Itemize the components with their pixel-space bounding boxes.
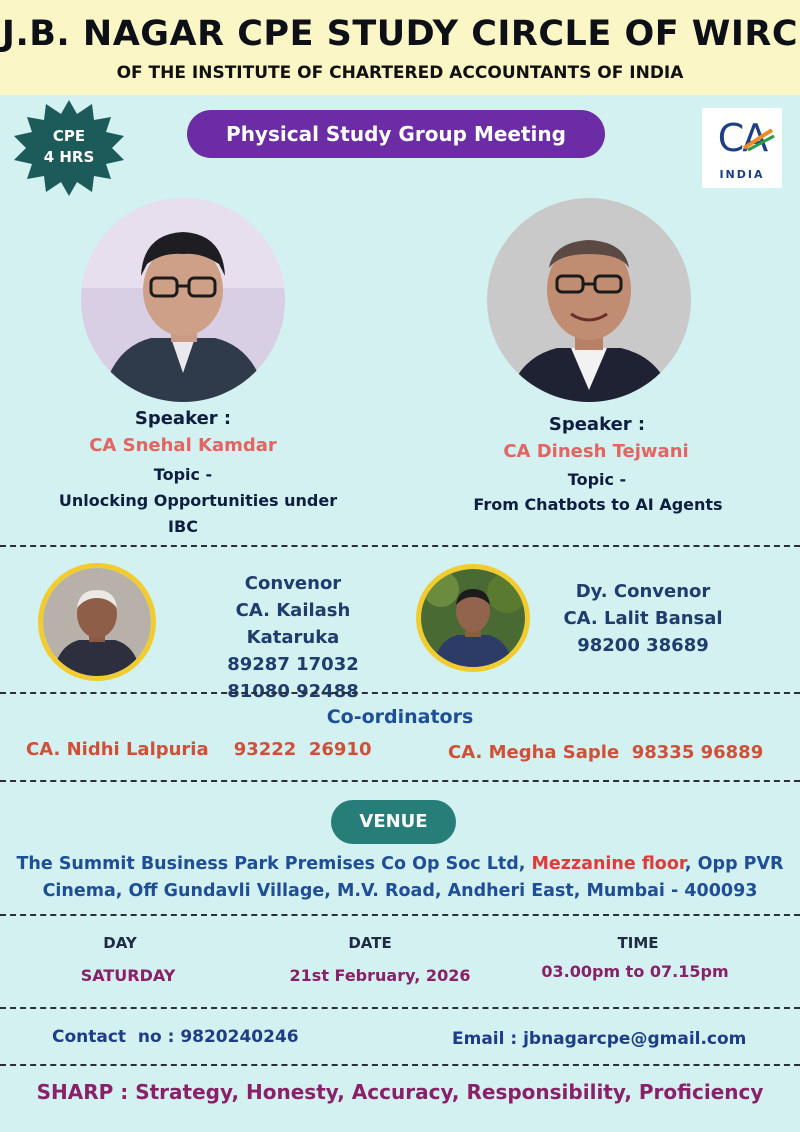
speaker-2-name: CA Dinesh Tejwani: [503, 441, 689, 462]
speaker-1-photo: [81, 198, 285, 402]
event-type-pill: Physical Study Group Meeting: [187, 110, 605, 158]
venue-part-1: The Summit Business Park Premises Co Op Soc Ltd,: [16, 854, 532, 874]
divider: [0, 914, 800, 916]
venue-line-1: [0, 851, 800, 878]
convenor-block: [188, 570, 398, 705]
dy-convenor-name: CA. Lalit Bansal: [563, 608, 723, 629]
tricolor-swoosh-icon: [742, 126, 776, 152]
speaker-2-topic-line-1: From Chatbots to AI Agents: [473, 495, 723, 514]
speaker-2-label: Speaker :: [548, 414, 646, 435]
page-subtitle: OF THE INSTITUTE OF CHARTERED ACCOUNTANTS OF INDIA: [116, 63, 684, 83]
convenor-photo: [38, 563, 156, 681]
venue-label: VENUE: [331, 800, 456, 844]
sharp-tagline: SHARP : Strategy, Honesty, Accuracy, Responsibility, Proficiency: [36, 1080, 764, 1104]
day-value: SATURDAY: [80, 966, 176, 985]
date-value: 21st February, 2026: [289, 966, 471, 985]
time-value: 03.00pm to 07.15pm: [541, 962, 729, 981]
coordinator-1: CA. Nidhi Lalpuria 93222 26910: [26, 739, 372, 760]
page-title: J.B. NAGAR CPE STUDY CIRCLE OF WIRC: [1, 14, 799, 54]
ca-india-logo: [702, 108, 782, 188]
venue-line-2: Cinema, Off Gundavli Village, M.V. Road, Andheri East, Mumbai - 400093: [42, 881, 758, 901]
cpe-hours: 4 HRS: [43, 148, 95, 166]
cpe-badge-text: [10, 126, 128, 168]
divider: [0, 780, 800, 782]
speaker-1-label: Speaker :: [134, 408, 232, 429]
speaker-1-topic-line-1: Unlocking Opportunities under: [58, 491, 338, 510]
divider: [0, 1007, 800, 1009]
speaker-1-topic-label: Topic -: [153, 465, 213, 484]
venue-address: [0, 851, 800, 905]
coordinator-2: CA. Megha Saple 98335 96889: [448, 742, 764, 763]
cpe-label: CPE: [52, 127, 86, 145]
contact-email: Email : jbnagarcpe@gmail.com: [452, 1029, 747, 1049]
speaker-1-topic-line-2: IBC: [168, 517, 198, 536]
convenor-name: CA. Kailash Kataruka: [235, 600, 351, 648]
dy-convenor-role: Dy. Convenor: [575, 581, 711, 602]
convenor-phone-1: 89287 17032: [227, 654, 359, 675]
day-label: DAY: [103, 934, 137, 952]
divider: [0, 1064, 800, 1066]
divider: [0, 692, 800, 694]
divider: [0, 545, 800, 547]
speaker-2-topic-label: Topic -: [567, 470, 627, 489]
time-label: TIME: [617, 934, 659, 952]
dy-convenor-phone: 98200 38689: [577, 635, 709, 656]
dy-convenor-block: [548, 578, 738, 659]
venue-highlight: Mezzanine floor: [531, 854, 685, 874]
header-banner: [0, 0, 800, 95]
coordinators-title: Co-ordinators: [326, 706, 474, 728]
speaker-2-photo: [487, 198, 691, 402]
venue-part-2: , Opp PVR: [684, 854, 784, 874]
date-label: DATE: [348, 934, 392, 952]
ca-logo-india: INDIA: [719, 168, 765, 181]
contact-phone: Contact no : 9820240246: [52, 1027, 299, 1047]
ca-logo-mark: CA: [717, 116, 767, 160]
speaker-1-name: CA Snehal Kamdar: [89, 435, 277, 456]
dy-convenor-photo: [416, 564, 530, 672]
convenor-role: Convenor: [244, 573, 342, 594]
convenor-phone-2: 81080 92488: [227, 681, 359, 702]
